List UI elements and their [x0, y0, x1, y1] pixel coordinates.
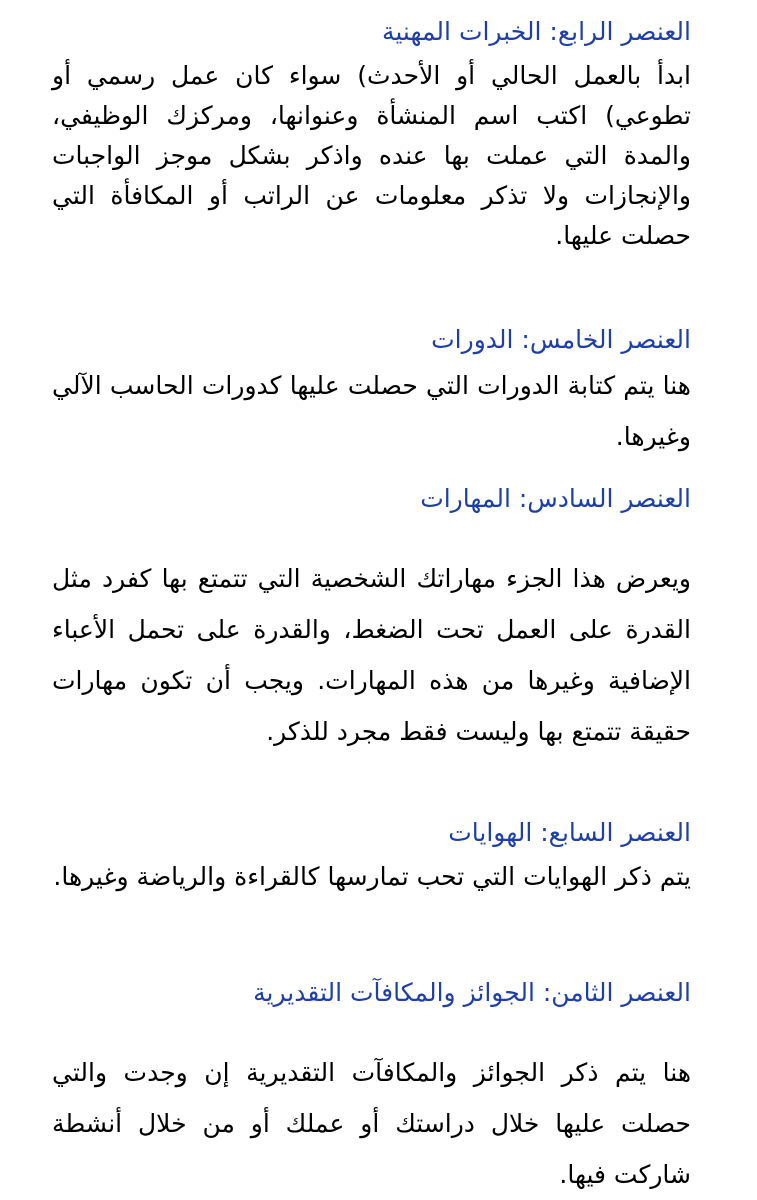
section-paragraph: ابدأ بالعمل الحالي أو الأحدث) سواء كان عمل رسمي أو تطوعي) اكتب اسم المنشأة وعنوانها، ومركزك الوظيفي، والمدة التي عملت بها عنده واذكر بشكل موجز الواجبات والإنجازات ولا تذكر معلومات عن الراتب أو المكافأة التي حصلت عليها.	[52, 61, 691, 250]
section-paragraph: هنا يتم كتابة الدورات التي حصلت عليها كدورات الحاسب الآلي وغيرها.	[52, 371, 691, 451]
section-paragraph: يتم ذكر الهوايات التي تحب تمارسها كالقراءة والرياضة وغيرها.	[53, 862, 691, 891]
section-heading: العنصر السادس: المهارات	[420, 484, 691, 513]
section-heading: العنصر السابع: الهوايات	[448, 818, 691, 847]
section-heading: العنصر الخامس: الدورات	[431, 325, 691, 354]
section-courses	[52, 322, 691, 462]
section-work-experience	[52, 14, 691, 256]
section-skills	[52, 481, 691, 757]
section-awards	[52, 975, 691, 1200]
section-heading: العنصر الرابع: الخبرات المهنية	[381, 17, 691, 46]
section-heading: العنصر الثامن: الجوائز والمكافآت التقديرية	[253, 978, 691, 1007]
section-paragraph: هنا يتم ذكر الجوائز والمكافآت التقديرية إن وجدت والتي حصلت عليها خلال دراستك أو عملك أو من خلال أنشطة شاركت فيها.	[52, 1058, 691, 1189]
section-hobbies	[52, 815, 691, 902]
section-paragraph: ويعرض هذا الجزء مهاراتك الشخصية التي تتمتع بها كفرد مثل القدرة على العمل تحت الضغط، والقدرة على تحمل الأعباء الإضافية وغيرها من هذه المهارات. ويجب أن تكون مهارات حقيقة تتمتع بها وليست فقط مجرد للذكر.	[52, 564, 691, 746]
